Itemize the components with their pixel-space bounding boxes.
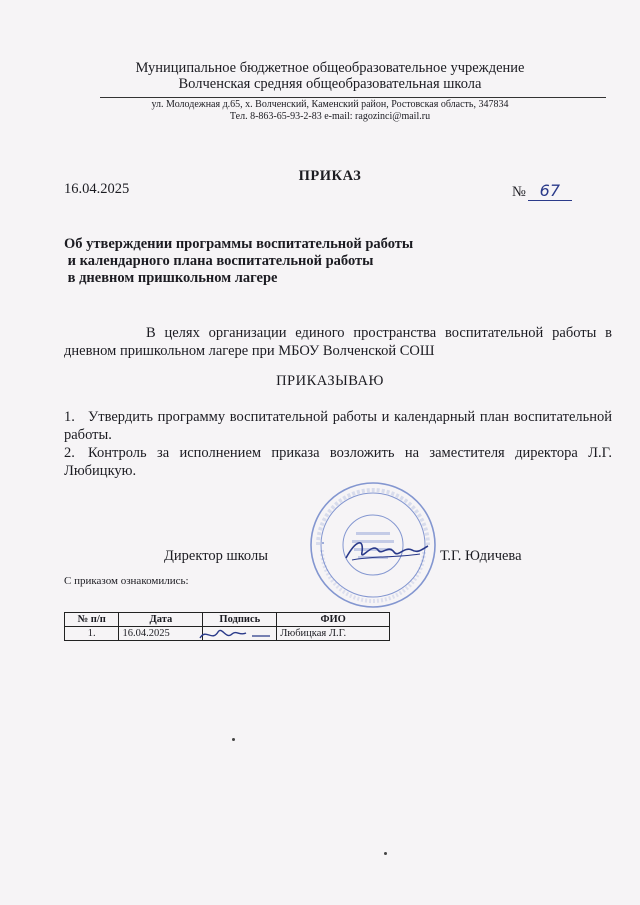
director-signature <box>342 532 432 568</box>
organization-contacts <box>40 99 620 123</box>
acquainted-label: С приказом ознакомились: <box>64 575 189 587</box>
column-header: Дата <box>119 613 203 627</box>
number-sign: № <box>512 184 526 200</box>
item-number: 2. <box>64 445 75 461</box>
document-title: ПРИКАЗ <box>298 168 362 184</box>
column-header: Подпись <box>203 613 277 627</box>
row-date: 16.04.2025 <box>119 627 203 641</box>
order-item <box>64 444 612 480</box>
subject-line: и календарного плана воспитательной работы <box>64 253 374 269</box>
item-text: Контроль за исполнением приказа возложить на заместителя директора Л.Г. Любицкую. <box>64 445 612 479</box>
employee-signature <box>196 624 276 646</box>
order-number <box>512 181 572 201</box>
order-resolution: ПРИКАЗЫВАЮ <box>276 373 384 389</box>
order-subject <box>64 236 413 287</box>
organization-header <box>40 60 620 92</box>
organization-address: ул. Молодежная д.65, х. Волченский, Каменский район, Ростовская область, 347834 <box>151 99 509 110</box>
column-header: № п/п <box>65 613 119 627</box>
subject-line: в дневном пришкольном лагере <box>64 270 278 286</box>
preamble-text: В целях организации единого пространства воспитательной работы в дневном пришкольном лагере при МБОУ Волченской СОШ <box>64 325 612 359</box>
signature-position: Директор школы <box>164 548 268 564</box>
order-item <box>64 408 612 444</box>
header-divider <box>100 97 606 98</box>
item-number: 1. <box>64 409 75 425</box>
organization-phone-email: Тел. 8-863-65-93-2-83 e-mail: ragozinci@mail.ru <box>229 111 431 122</box>
column-header: ФИО <box>277 613 390 627</box>
order-date: 16.04.2025 <box>64 181 130 197</box>
order-preamble <box>64 324 612 360</box>
row-number: 1. <box>65 627 119 641</box>
organization-name-line1: Муниципальное бюджетное общеобразовательное учреждение <box>135 60 525 76</box>
organization-name-line2: Волченская средняя общеобразовательная школа <box>178 76 482 92</box>
scan-speck <box>232 738 235 741</box>
item-text: Утвердить программу воспитательной работы и календарный план воспитательной работы. <box>64 409 612 443</box>
signature-name: Т.Г. Юдичева <box>440 548 522 564</box>
subject-line: Об утверждении программы воспитательной работы <box>64 236 414 252</box>
scan-speck <box>384 852 387 855</box>
row-name: Любицкая Л.Г. <box>277 627 390 641</box>
order-items <box>64 408 612 480</box>
order-number-value: 67 <box>528 181 572 201</box>
